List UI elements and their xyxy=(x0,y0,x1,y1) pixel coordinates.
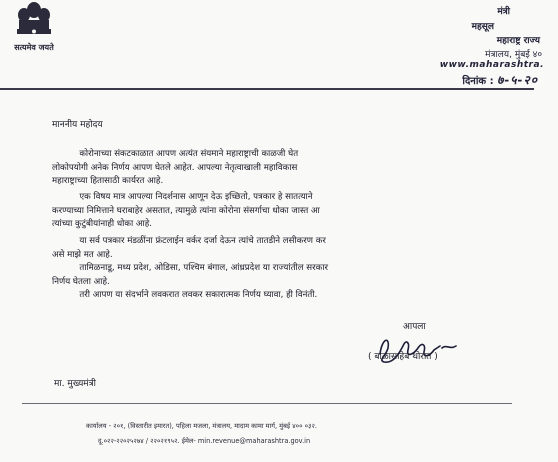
footer-address: कार्यालय - २०१, (विस्तारीत इमारत), पहिला मजला, मंत्रालय, मादाम कामा मार्ग, मुंबई ४०० ०३२. xyxy=(86,422,317,430)
body-paragraph: कोरोनाच्या संकटकाळात आपण अत्यंत संयमाने महाराष्ट्राची काळजी घेत लोकोपयोगी अनेक निर्णय आपण घेतले आहेत. आपल्या नेतृत्वाखाली महाविकास महाराष्ट्राच्या हितासाठी कार्यरत आहे. xyxy=(52,149,299,187)
signatory-name: ( बाळासाहेब थोरात ) xyxy=(368,352,438,362)
recipient: मा. मुख्यमंत्री xyxy=(54,379,96,389)
address-ministry: मंत्रालय, मुंबई ४० xyxy=(485,50,542,60)
emblem-motto: सत्यमेव जयते xyxy=(14,43,54,52)
department-name: महसूल xyxy=(471,22,494,32)
body-paragraph: तरी आपण या संदर्भाने लवकरात लवकर सकारात्मक निर्णय घ्यावा, ही विनंती. xyxy=(52,290,318,300)
date-label: दिनांक : xyxy=(462,76,494,87)
body-paragraph: एक विषय मात्र आपल्या निदर्शनास आणून देऊ इच्छितो, पत्रकार हे सातत्याने करण्याच्या निमित्ताने घराबाहेर असतात, त्यामुळे त्यांना कोरोना संसर्गाचा धोका जास्त आ त्यांच्या कुटुंबीयांनाही धोका आहे. xyxy=(52,192,320,230)
closing-word: आपला xyxy=(403,322,426,332)
website-link[interactable]: www.maharashtra. xyxy=(439,60,544,70)
footer-divider xyxy=(22,403,512,404)
header-divider xyxy=(0,88,534,90)
address-state: महाराष्ट्र राज्य xyxy=(496,36,540,46)
date-value: ७-५-२० xyxy=(497,73,538,87)
minister-title: मंत्री xyxy=(497,7,510,17)
body-paragraph: या सर्व पत्रकार मंडळींना फ्रंटलाईन वर्कर दर्जा देऊन त्यांचे तातडीने लसीकरण कर असे माझे मत आहे. xyxy=(52,236,326,260)
body-paragraph: तामिळनाडू, मध्य प्रदेश, ओडिसा, पश्चिम बंगाल, आंध्रप्रदेश या राज्यांतील सरकार निर्णय घेतला आहे. xyxy=(52,263,328,287)
footer-contact: दू.०२२-२२०२५२७४ / २२०२१९५२. ईमेल- min.revenue@maharashtra.gov.in xyxy=(98,437,311,445)
salutation: माननीय महोदय xyxy=(52,120,103,130)
letter-date xyxy=(462,71,538,88)
